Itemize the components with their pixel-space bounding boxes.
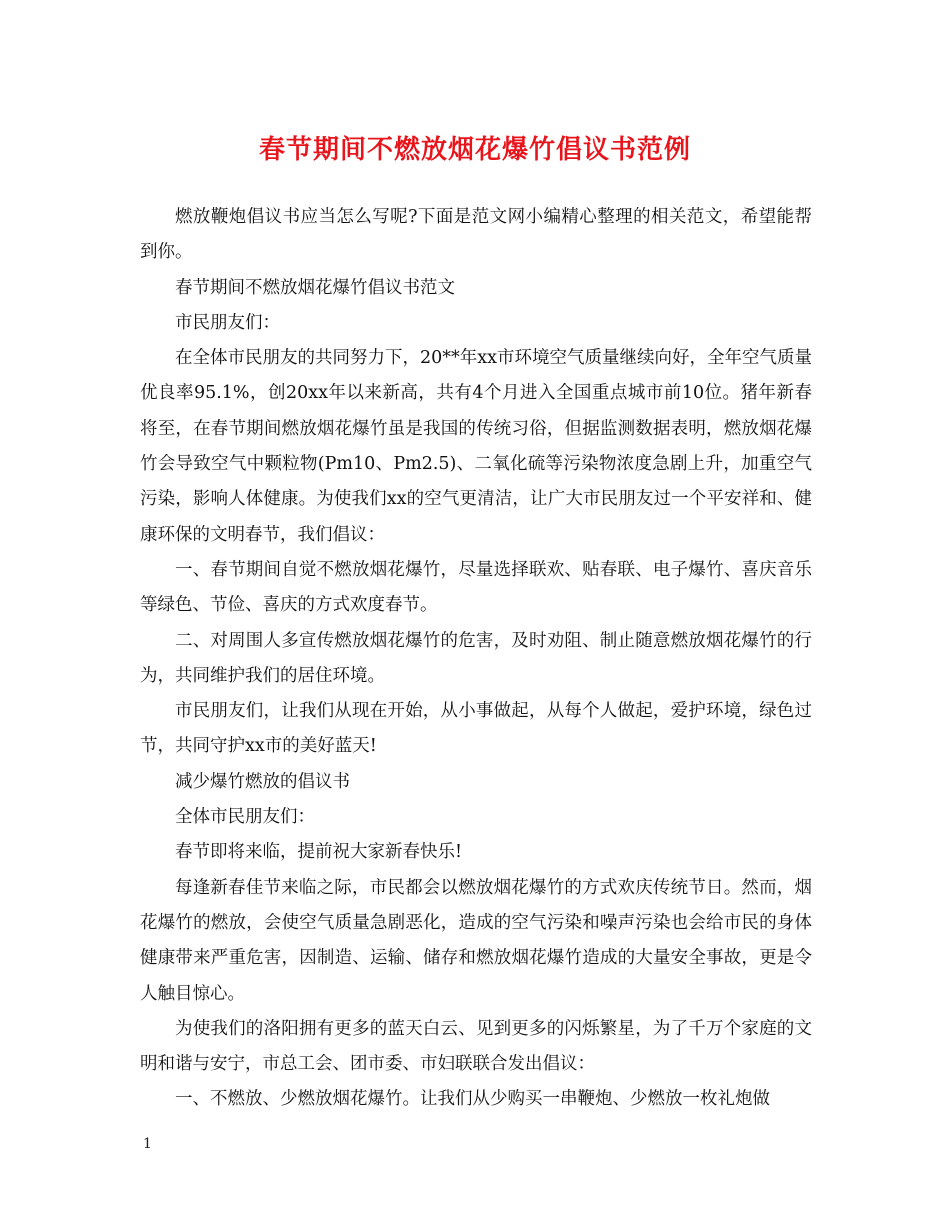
paragraph-proposal-1: 一、春节期间自觉不燃放烟花爆竹，尽量选择联欢、贴春联、电子爆竹、喜庆音乐等绿色、节俭、喜庆的方式欢度春节。 [140, 559, 812, 616]
document-body [140, 200, 812, 1118]
paragraph-body-2: 每逢新春佳节来临之际，市民都会以燃放烟花爆竹的方式欢庆传统节日。然而，烟花爆竹的燃放，会使空气质量急剧恶化，造成的空气污染和噪声污染也会给市民的身体健康带来严重危害，因制造、运输、储存和燃放烟花爆竹造成的大量安全事故，更是令人触目惊心。 [140, 877, 812, 1004]
page-number: 1 [143, 1136, 152, 1152]
paragraph-proposal-2: 二、对周围人多宣传燃放烟花爆竹的危害，及时劝阻、制止随意燃放烟花爆竹的行为，共同维护我们的居住环境。 [140, 630, 812, 686]
paragraph-subtitle-2: 减少爆竹燃放的倡议书 [175, 771, 350, 792]
paragraph-subtitle-1: 春节期间不燃放烟花爆竹倡议书范文 [175, 277, 455, 298]
paragraph-body-1: 在全体市民朋友的共同努力下，20**年xx市环境空气质量继续向好，全年空气质量优良率95.1%，创20xx年以来新高，共有4个月进入全国重点城市前10位。猪年新春将至，在春节期间燃放烟花爆竹虽是我国的传统习俗，但据监测数据表明，燃放烟花爆竹会导致空气中颗粒物(Pm10、Pm2.5)、二氧化硫等污染物浓度急剧上升，加重空气污染，影响人体健康。为使我们xx的空气更清洁，让广大市民朋友过一个平安祥和、健康环保的文明春节，我们倡议： [140, 348, 813, 545]
paragraph-greeting: 春节即将来临，提前祝大家新春快乐! [175, 842, 463, 863]
document-title: 春节期间不燃放烟花爆竹倡议书范例 [258, 135, 691, 165]
paragraph-salutation-2: 全体市民朋友们： [175, 807, 315, 828]
paragraph-body-3: 为使我们的洛阳拥有更多的蓝天白云、见到更多的闪烁繁星，为了千万个家庭的文明和谐与安宁，市总工会、团市委、市妇联联合发出倡议： [140, 1018, 812, 1075]
paragraph-closing-1: 市民朋友们，让我们从现在开始，从小事做起，从每个人做起，爱护环境，绿色过节，共同守护xx市的美好蓝天! [140, 701, 812, 757]
paragraph-intro: 燃放鞭炮倡议书应当怎么写呢?下面是范文网小编精心整理的相关范文，希望能帮到你。 [140, 207, 812, 263]
paragraph-proposal-3: 一、不燃放、少燃放烟花爆竹。让我们从少购买一串鞭炮、少燃放一枚礼炮做 [175, 1089, 770, 1110]
paragraph-salutation-1: 市民朋友们： [175, 312, 280, 333]
